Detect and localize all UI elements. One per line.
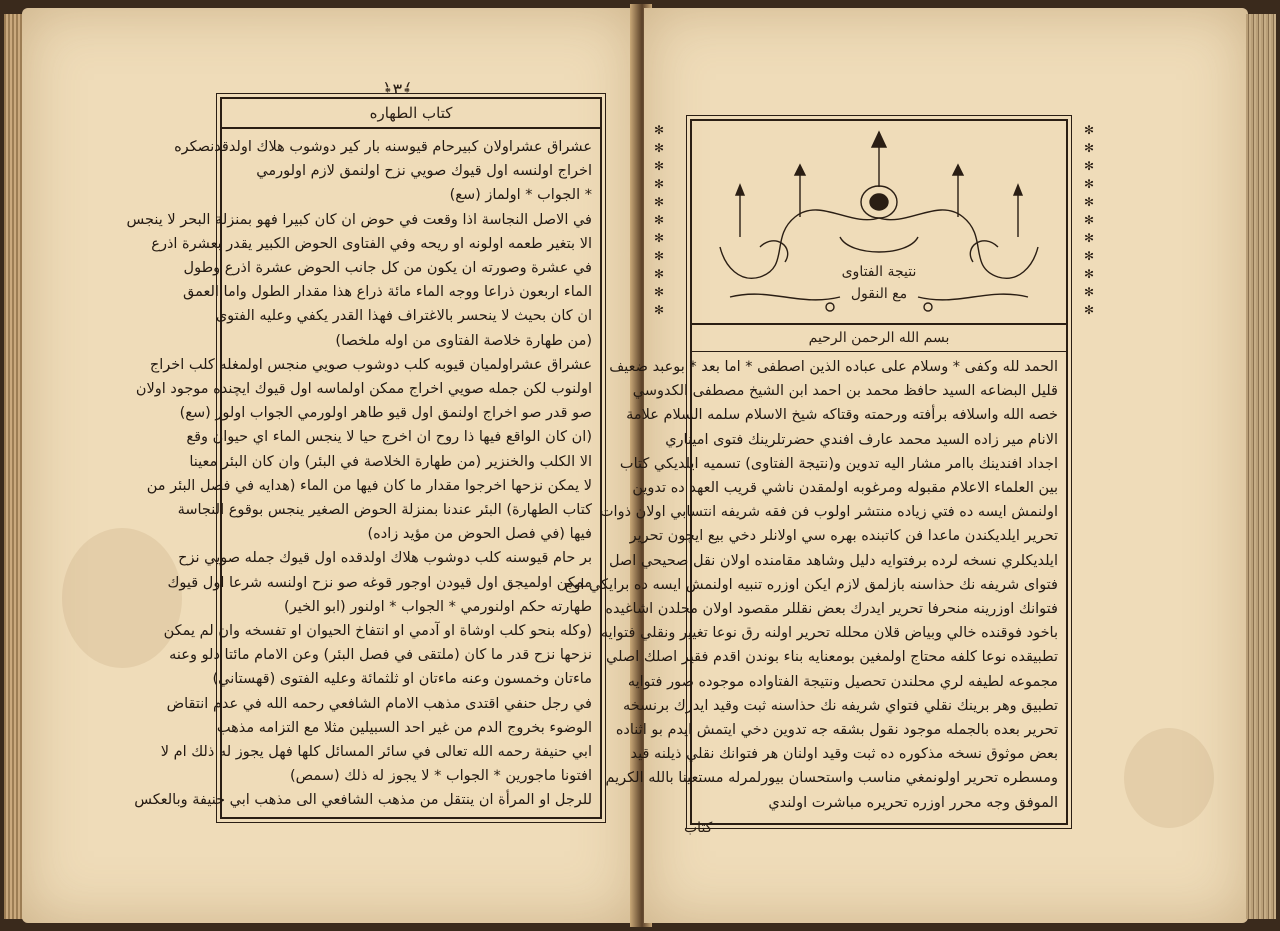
star-border-right: ✻ ✻ ✻ ✻ ✻ ✻ ✻ ✻ ✻ ✻ ✻	[1084, 123, 1095, 317]
text-line: باخود فوقنده خالي وبياض قلان محلله تحرير اولنه رق نوعا تغيير ونقلي فتوايه	[600, 625, 1058, 642]
page-number: ﴿٣﴾	[382, 80, 413, 101]
text-line: فتوای شريفه نك حذاسنه بازلمق لازم ايكن اوزره تنبيه اولنمش ايسه ده برايكي اوج	[564, 576, 1058, 593]
stain	[1124, 728, 1214, 828]
text-line: بين العلماء الاعلام مقبوله ومرغوبه اولمقدن ناشي قريب العهد ده تدوين	[632, 480, 1058, 497]
text-line: ومسطره تحرير اولونمغي مناسب واستحسان بيورلمرله مستعينا بالله الكريم	[605, 770, 1058, 787]
title-line-2: مع النقول	[850, 286, 908, 302]
text-line: افتونا ماجورين * الجواب * لا يجوز له ذلك (سمص)	[289, 768, 592, 785]
text-line: مجموعه لطيفه لري محلندن تحصيل ونتيجة الفتاواده موجوده صور فتوايه	[627, 673, 1058, 690]
left-body-text	[126, 135, 592, 813]
text-line: الموفق وجه محرر اوزره تحريره مباشرت اولندي	[768, 794, 1058, 811]
text-line: الماء اربعون ذراعا ووجه الماء مائة ذراع هذا مقدار الطول واما العمق	[183, 284, 592, 301]
title-line-1: نتيجة الفتاوى	[841, 264, 917, 280]
text-line: قليل البضاعه السيد حافظ محمد بن احمد ابن الشيخ مصطفى الكدوسي	[632, 383, 1058, 400]
text-line: * الجواب * اولماز (سع)	[449, 187, 592, 204]
text-line: الا الكلب والخنزير (من طهارة الخلاصة في البئر) وان كان البئر معينا	[189, 453, 592, 470]
text-line: ماءتان وخمسون وعنه ماءتان او ثلثمائة وعليه الفتوى (قهستاني)	[212, 671, 592, 688]
page-edges-left	[4, 14, 24, 919]
text-line: تحرير ايلديكندن ماعدا فن كاتبنده بهره سي اولانلر دخي بيع ايچون تحرير	[629, 528, 1058, 545]
text-line: اجداد افندينك باامر مشار اليه تدوين و(نتيجة الفتاوى) تسميه ايلديكي كتاب	[619, 455, 1058, 472]
text-line: الوضوء بخروج الدم من غير احد السبيلين مثلا مع التزامه مذهب	[216, 719, 592, 736]
page-edges-right	[1246, 14, 1276, 919]
text-line: لا يمكن نزحها اخرجوا مقدار ما كان فيها من الماء (هدايه في فصل البئر من	[146, 477, 592, 494]
text-line: فيها (في فصل الحوض من مؤيد زاده)	[367, 526, 592, 543]
text-line: ممكن اولميجق اول قيودن اوجور قوغه صو نزح اولنسه شرعا اول قيوك	[167, 574, 592, 591]
star-border-left: ✻ ✻ ✻ ✻ ✻ ✻ ✻ ✻ ✻ ✻ ✻	[654, 123, 665, 317]
text-line: الحمد لله وكفى * وسلام على عباده الذين اصطفى * اما بعد * بوعبد ضعيف	[609, 359, 1058, 375]
text-line: ان كان بحيث لا ينحسر بالاغتراف فهذا القدر يكفي وعليه الفتوى	[215, 308, 592, 325]
text-line: خصه الله واسلافه برأفته ورحمته وقتاكه شيخ الاسلام سلمه السلام علامة	[626, 407, 1058, 424]
text-line: صو قدر صو اخراج اولنمق اول قيو طاهر اولورمي الجواب اولور (سع)	[179, 405, 592, 422]
text-line: عشراق عشراولميان قيوبه كلب دوشوب صويي منجس اولمغله كلب اخراج	[149, 356, 592, 373]
text-line: (ان كان الواقع فيها ذا روح ان اخرج حيا لا ينجس الماء اي حيوان وقع	[186, 429, 592, 446]
text-line: بعض موثوق نسخه مذكوره ده ثبت وقيد اولنان هر فتوانك نقلي ذيلنه قيد	[630, 746, 1058, 763]
text-line: الانام مير زاده السيد محمد عارف افندي حضرتلرينك فتوى اميناري	[665, 431, 1058, 448]
text-line: نزحها نزح قدر ما كان (ملتقى في فصل البئر) وعن الامام مائتا دلو وعنه	[169, 647, 592, 664]
text-line: اخراج اولنسه اول قيوك صويي نزح اولنمق لازم اولورمي	[256, 163, 592, 180]
text-line: للرجل او المرأة ان ينتقل من مذهب الشافعي الى مذهب ابي حنيفة وبالعكس	[134, 792, 592, 809]
text-line: تحرير بعده بالجمله موجود نقول بشقه جه تدوين دخي ايتمش ايدم بو اثناده	[615, 722, 1058, 739]
left-page	[22, 8, 636, 923]
text-line: بر حام قيوسنه كلب دوشوب هلاك اولدقده اول قيوك جمله صويي نزح	[178, 550, 592, 567]
text-line: (من طهارة خلاصة الفتاوى من اوله ملخصا)	[335, 332, 592, 349]
text-line: طهارته حكم اولنورمي * الجواب * اولنور (ابو الخير)	[284, 598, 592, 615]
text-line: اولنمش ايسه ده فتي زياده منتشر اولوب فن فقه شريفه انتسابي اولان ذوات	[599, 504, 1058, 521]
text-line: في عشرة وصورته ان يكون من كل جانب الحوض عشرة اذرع وطول	[183, 260, 592, 277]
text-line: تطبيق وهر برينك نقلي فتواي شريفه نك حذاسنه ثبت وقيد ايدرك برنسخه	[622, 697, 1058, 714]
book-title	[692, 261, 1066, 305]
text-line: عشراق عشراولان كبيرحام قيوسنه بار كير دوشوب هلاك اولدقدنصكره	[174, 139, 592, 155]
text-line: (وكله بنحو كلب اوشاة او آدمي او انتفاخ الحيوان او تفسخه وان لم يمكن	[163, 623, 592, 640]
text-line: كتاب الطهارة) البئر عندنا بمنزلة الحوض الصغير ينجس بوقوع النجاسة	[177, 502, 592, 519]
text-frame	[126, 97, 602, 819]
section-header: كتاب الطهاره	[222, 99, 600, 129]
text-line: ابي حنيفة رحمه الله تعالى في سائر المسائل كلها فهل يجوز له ذلك ام لا	[160, 744, 592, 761]
text-line: فتوانك اوزرينه منحرفا تحرير ايدرك بعض نقللر مقصود اولان محلدن اشاغيده	[605, 601, 1058, 618]
right-page	[564, 8, 1248, 923]
text-line: الا بتغير طعمه اولونه او ريحه وفي الفتاوى الحوض الكبير يقدر بعشرة اذرع	[151, 235, 592, 252]
text-line: في الاصل النجاسة اذا وقعت في حوض ان كان كبيرا فهو بمنزلة البحر لا ينجس	[126, 211, 592, 228]
text-frame	[564, 119, 1095, 825]
right-body-text	[564, 355, 1058, 815]
text-line: اولنوب لكن جمله صويي اخراج ممكن اولماسه اول قيوك ايچنده موجود اولان	[135, 381, 592, 398]
text-line: ايلديكلري نسخه لرده برفتوايه دليل وشاهد مقامنده اولان نقل صحيحي اصل	[608, 552, 1058, 569]
basmala: بسم الله الرحمن الرحيم	[692, 323, 1066, 352]
text-line: في رجل حنفي اقتدى مذهب الامام الشافعي رحمه الله في عدم انتقاض	[166, 695, 592, 712]
stain	[62, 528, 182, 668]
catchword: كتاب	[684, 820, 713, 836]
text-line: تطبيقده نوعا كلفه محتاج اولمغين بومعنايه بناء بوندن اقدم فقير اصلك اصلي	[606, 649, 1058, 666]
